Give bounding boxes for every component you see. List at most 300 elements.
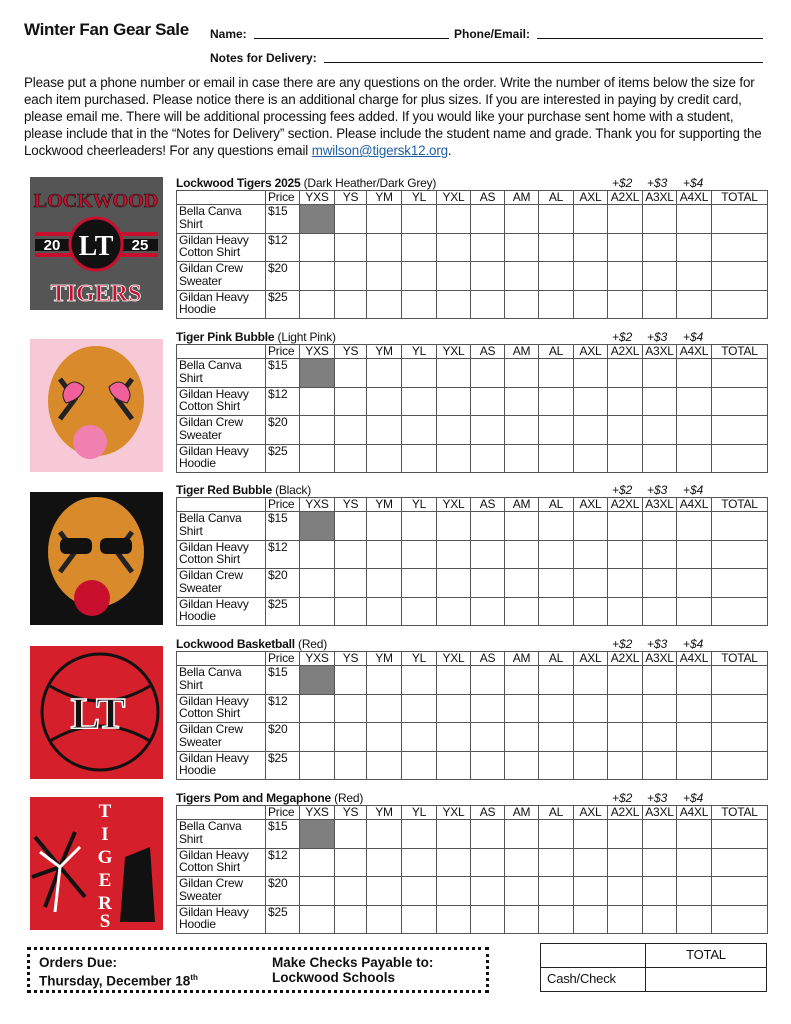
quantity-cell[interactable] bbox=[539, 540, 574, 569]
quantity-cell[interactable] bbox=[712, 512, 768, 541]
quantity-cell[interactable] bbox=[712, 262, 768, 291]
quantity-cell[interactable] bbox=[574, 444, 608, 473]
quantity-cell[interactable] bbox=[608, 359, 643, 388]
quantity-cell[interactable] bbox=[608, 262, 643, 291]
notes-field[interactable] bbox=[324, 51, 763, 63]
quantity-cell[interactable] bbox=[574, 723, 608, 752]
column-header: AXL bbox=[574, 806, 608, 820]
quantity-cell[interactable] bbox=[574, 262, 608, 291]
quantity-cell[interactable] bbox=[643, 205, 677, 234]
quantity-cell[interactable] bbox=[677, 905, 712, 934]
quantity-cell[interactable] bbox=[437, 387, 471, 416]
quantity-cell[interactable] bbox=[367, 540, 402, 569]
quantity-cell[interactable] bbox=[574, 387, 608, 416]
quantity-cell[interactable] bbox=[437, 877, 471, 906]
quantity-cell[interactable] bbox=[505, 262, 539, 291]
quantity-cell[interactable] bbox=[505, 694, 539, 723]
quantity-cell[interactable] bbox=[643, 723, 677, 752]
quantity-cell[interactable] bbox=[712, 233, 768, 262]
quantity-cell[interactable] bbox=[505, 233, 539, 262]
quantity-cell[interactable] bbox=[643, 387, 677, 416]
quantity-cell[interactable] bbox=[437, 290, 471, 319]
quantity-cell[interactable] bbox=[437, 666, 471, 695]
quantity-cell[interactable] bbox=[574, 820, 608, 849]
quantity-cell[interactable] bbox=[335, 666, 367, 695]
column-header: AM bbox=[505, 652, 539, 666]
quantity-cell[interactable] bbox=[505, 540, 539, 569]
quantity-cell[interactable] bbox=[505, 848, 539, 877]
quantity-cell[interactable] bbox=[471, 512, 505, 541]
quantity-cell[interactable] bbox=[300, 444, 335, 473]
quantity-cell[interactable] bbox=[608, 416, 643, 445]
quantity-cell[interactable] bbox=[712, 290, 768, 319]
quantity-cell[interactable] bbox=[574, 512, 608, 541]
quantity-cell[interactable] bbox=[677, 540, 712, 569]
column-header: TOTAL bbox=[712, 191, 768, 205]
quantity-cell[interactable] bbox=[335, 723, 367, 752]
quantity-cell[interactable] bbox=[712, 751, 768, 780]
column-header: YS bbox=[335, 345, 367, 359]
quantity-cell[interactable] bbox=[574, 694, 608, 723]
quantity-cell[interactable] bbox=[712, 416, 768, 445]
quantity-cell[interactable] bbox=[367, 205, 402, 234]
quantity-cell[interactable] bbox=[608, 905, 643, 934]
quantity-cell[interactable] bbox=[539, 262, 574, 291]
quantity-cell[interactable] bbox=[471, 359, 505, 388]
quantity-cell[interactable] bbox=[300, 569, 335, 598]
grand-total-field[interactable] bbox=[646, 968, 767, 992]
quantity-cell[interactable] bbox=[712, 848, 768, 877]
quantity-cell[interactable] bbox=[539, 848, 574, 877]
quantity-cell[interactable] bbox=[539, 820, 574, 849]
table-row bbox=[177, 444, 768, 473]
quantity-cell[interactable] bbox=[574, 751, 608, 780]
quantity-cell[interactable] bbox=[539, 877, 574, 906]
quantity-cell[interactable] bbox=[437, 416, 471, 445]
quantity-cell[interactable] bbox=[437, 905, 471, 934]
quantity-cell[interactable] bbox=[300, 694, 335, 723]
quantity-cell[interactable] bbox=[367, 666, 402, 695]
table-row bbox=[177, 694, 768, 723]
quantity-cell[interactable] bbox=[402, 905, 437, 934]
quantity-cell[interactable] bbox=[437, 359, 471, 388]
quantity-cell[interactable] bbox=[608, 387, 643, 416]
quantity-cell[interactable] bbox=[471, 387, 505, 416]
quantity-cell[interactable] bbox=[643, 666, 677, 695]
quantity-cell[interactable] bbox=[505, 387, 539, 416]
quantity-cell[interactable] bbox=[300, 416, 335, 445]
quantity-cell[interactable] bbox=[539, 905, 574, 934]
quantity-cell[interactable] bbox=[574, 569, 608, 598]
quantity-cell[interactable] bbox=[608, 540, 643, 569]
quantity-cell[interactable] bbox=[643, 416, 677, 445]
column-header: YL bbox=[402, 498, 437, 512]
name-field[interactable] bbox=[254, 27, 449, 39]
quantity-cell[interactable] bbox=[335, 359, 367, 388]
quantity-cell[interactable] bbox=[402, 387, 437, 416]
quantity-cell[interactable] bbox=[335, 540, 367, 569]
quantity-cell[interactable] bbox=[505, 205, 539, 234]
quantity-cell[interactable] bbox=[712, 723, 768, 752]
quantity-cell[interactable] bbox=[608, 848, 643, 877]
quantity-cell[interactable] bbox=[300, 540, 335, 569]
quantity-cell[interactable] bbox=[437, 444, 471, 473]
item-price: $12 bbox=[266, 540, 300, 569]
quantity-cell[interactable] bbox=[505, 359, 539, 388]
quantity-cell[interactable] bbox=[402, 233, 437, 262]
quantity-cell[interactable] bbox=[608, 205, 643, 234]
surcharge-label: +$2 bbox=[612, 330, 633, 344]
quantity-cell[interactable] bbox=[677, 359, 712, 388]
quantity-cell[interactable] bbox=[505, 569, 539, 598]
quantity-cell[interactable] bbox=[574, 205, 608, 234]
quantity-cell[interactable] bbox=[367, 905, 402, 934]
quantity-cell[interactable] bbox=[471, 597, 505, 626]
column-header: AM bbox=[505, 191, 539, 205]
quantity-cell[interactable] bbox=[471, 262, 505, 291]
quantity-cell[interactable] bbox=[402, 723, 437, 752]
quantity-cell[interactable] bbox=[471, 877, 505, 906]
quantity-cell[interactable] bbox=[505, 597, 539, 626]
quantity-cell[interactable] bbox=[677, 416, 712, 445]
quantity-cell[interactable] bbox=[402, 444, 437, 473]
column-header: AL bbox=[539, 191, 574, 205]
quantity-cell[interactable] bbox=[643, 877, 677, 906]
quantity-cell[interactable] bbox=[677, 877, 712, 906]
quantity-cell[interactable] bbox=[437, 233, 471, 262]
quantity-cell[interactable] bbox=[471, 233, 505, 262]
quantity-cell[interactable] bbox=[437, 820, 471, 849]
quantity-cell[interactable] bbox=[471, 416, 505, 445]
quantity-cell[interactable] bbox=[574, 666, 608, 695]
item-name: Bella Canva Shirt bbox=[177, 359, 266, 388]
quantity-cell[interactable] bbox=[643, 540, 677, 569]
quantity-cell[interactable] bbox=[437, 694, 471, 723]
quantity-cell[interactable] bbox=[574, 359, 608, 388]
quantity-cell[interactable] bbox=[437, 751, 471, 780]
surcharge-label: +$2 bbox=[612, 791, 633, 805]
quantity-cell[interactable] bbox=[505, 905, 539, 934]
unavailable-cell bbox=[300, 666, 335, 695]
quantity-cell[interactable] bbox=[539, 387, 574, 416]
quantity-cell[interactable] bbox=[643, 905, 677, 934]
quantity-cell[interactable] bbox=[367, 569, 402, 598]
item-price: $15 bbox=[266, 512, 300, 541]
quantity-cell[interactable] bbox=[505, 666, 539, 695]
quantity-cell[interactable] bbox=[712, 877, 768, 906]
quantity-cell[interactable] bbox=[367, 290, 402, 319]
column-header: AL bbox=[539, 652, 574, 666]
quantity-cell[interactable] bbox=[712, 905, 768, 934]
quantity-cell[interactable] bbox=[677, 569, 712, 598]
svg-text:I: I bbox=[101, 824, 109, 845]
quantity-cell[interactable] bbox=[471, 694, 505, 723]
column-header: YL bbox=[402, 652, 437, 666]
item-name: Gildan Crew Sweater bbox=[177, 416, 266, 445]
quantity-cell[interactable] bbox=[367, 262, 402, 291]
quantity-cell[interactable] bbox=[471, 723, 505, 752]
quantity-cell[interactable] bbox=[335, 444, 367, 473]
quantity-cell[interactable] bbox=[335, 205, 367, 234]
quantity-cell[interactable] bbox=[471, 205, 505, 234]
quantity-cell[interactable] bbox=[471, 569, 505, 598]
quantity-cell[interactable] bbox=[608, 512, 643, 541]
quantity-cell[interactable] bbox=[367, 820, 402, 849]
quantity-cell[interactable] bbox=[712, 205, 768, 234]
item-price: $20 bbox=[266, 877, 300, 906]
quantity-cell[interactable] bbox=[402, 597, 437, 626]
quantity-cell[interactable] bbox=[574, 848, 608, 877]
quantity-cell[interactable] bbox=[643, 820, 677, 849]
quantity-cell[interactable] bbox=[300, 290, 335, 319]
quantity-cell[interactable] bbox=[677, 387, 712, 416]
column-header: AL bbox=[539, 498, 574, 512]
quantity-cell[interactable] bbox=[335, 416, 367, 445]
quantity-cell[interactable] bbox=[677, 694, 712, 723]
quantity-cell[interactable] bbox=[712, 540, 768, 569]
quantity-cell[interactable] bbox=[300, 877, 335, 906]
quantity-cell[interactable] bbox=[300, 262, 335, 291]
quantity-cell[interactable] bbox=[677, 751, 712, 780]
quantity-cell[interactable] bbox=[574, 540, 608, 569]
table-row bbox=[177, 723, 768, 752]
quantity-cell[interactable] bbox=[335, 233, 367, 262]
quantity-cell[interactable] bbox=[574, 905, 608, 934]
quantity-cell[interactable] bbox=[402, 820, 437, 849]
quantity-cell[interactable] bbox=[367, 416, 402, 445]
quantity-cell[interactable] bbox=[712, 597, 768, 626]
quantity-cell[interactable] bbox=[335, 905, 367, 934]
quantity-cell[interactable] bbox=[471, 666, 505, 695]
surcharge-label: +$4 bbox=[683, 791, 704, 805]
quantity-cell[interactable] bbox=[677, 820, 712, 849]
quantity-cell[interactable] bbox=[677, 723, 712, 752]
quantity-cell[interactable] bbox=[643, 569, 677, 598]
quantity-cell[interactable] bbox=[539, 233, 574, 262]
quantity-cell[interactable] bbox=[643, 694, 677, 723]
quantity-cell[interactable] bbox=[608, 444, 643, 473]
column-header: Price bbox=[266, 806, 300, 820]
quantity-cell[interactable] bbox=[402, 569, 437, 598]
quantity-cell[interactable] bbox=[505, 416, 539, 445]
quantity-cell[interactable] bbox=[643, 597, 677, 626]
quantity-cell[interactable] bbox=[402, 416, 437, 445]
quantity-cell[interactable] bbox=[402, 512, 437, 541]
quantity-cell[interactable] bbox=[437, 723, 471, 752]
orders-due-label: Orders Due: bbox=[39, 955, 118, 970]
item-name: Gildan Crew Sweater bbox=[177, 262, 266, 291]
quantity-cell[interactable] bbox=[712, 820, 768, 849]
quantity-cell[interactable] bbox=[300, 387, 335, 416]
quantity-cell[interactable] bbox=[574, 877, 608, 906]
quantity-cell[interactable] bbox=[300, 723, 335, 752]
quantity-cell[interactable] bbox=[539, 666, 574, 695]
lockwood-basketball-image bbox=[30, 646, 163, 779]
quantity-cell[interactable] bbox=[367, 751, 402, 780]
quantity-cell[interactable] bbox=[471, 905, 505, 934]
quantity-cell[interactable] bbox=[471, 820, 505, 849]
quantity-cell[interactable] bbox=[643, 359, 677, 388]
quantity-cell[interactable] bbox=[539, 694, 574, 723]
quantity-cell[interactable] bbox=[574, 233, 608, 262]
quantity-cell[interactable] bbox=[505, 444, 539, 473]
surcharge-label: +$4 bbox=[683, 176, 704, 190]
quantity-cell[interactable] bbox=[335, 387, 367, 416]
quantity-cell[interactable] bbox=[539, 205, 574, 234]
quantity-cell[interactable] bbox=[539, 512, 574, 541]
quantity-cell[interactable] bbox=[335, 569, 367, 598]
quantity-cell[interactable] bbox=[643, 233, 677, 262]
quantity-cell[interactable] bbox=[539, 597, 574, 626]
column-header: A4XL bbox=[677, 345, 712, 359]
quantity-cell[interactable] bbox=[367, 723, 402, 752]
quantity-cell[interactable] bbox=[677, 666, 712, 695]
quantity-cell[interactable] bbox=[539, 723, 574, 752]
quantity-cell[interactable] bbox=[677, 444, 712, 473]
quantity-cell[interactable] bbox=[335, 877, 367, 906]
quantity-cell[interactable] bbox=[608, 569, 643, 598]
item-name: Gildan Heavy Cotton Shirt bbox=[177, 540, 266, 569]
quantity-cell[interactable] bbox=[677, 512, 712, 541]
quantity-cell[interactable] bbox=[677, 233, 712, 262]
quantity-cell[interactable] bbox=[677, 290, 712, 319]
quantity-cell[interactable] bbox=[437, 205, 471, 234]
column-header: Price bbox=[266, 191, 300, 205]
quantity-cell[interactable] bbox=[437, 262, 471, 291]
quantity-cell[interactable] bbox=[677, 205, 712, 234]
quantity-cell[interactable] bbox=[677, 848, 712, 877]
quantity-cell[interactable] bbox=[539, 444, 574, 473]
quantity-cell[interactable] bbox=[367, 359, 402, 388]
quantity-cell[interactable] bbox=[574, 597, 608, 626]
quantity-cell[interactable] bbox=[505, 290, 539, 319]
unavailable-cell bbox=[300, 820, 335, 849]
quantity-cell[interactable] bbox=[712, 387, 768, 416]
quantity-cell[interactable] bbox=[539, 359, 574, 388]
quantity-cell[interactable] bbox=[505, 723, 539, 752]
quantity-cell[interactable] bbox=[300, 905, 335, 934]
column-header: A3XL bbox=[643, 652, 677, 666]
lockwood-tigers-2025-image bbox=[30, 177, 163, 310]
quantity-cell[interactable] bbox=[574, 416, 608, 445]
quantity-cell[interactable] bbox=[539, 751, 574, 780]
quantity-cell[interactable] bbox=[335, 694, 367, 723]
quantity-cell[interactable] bbox=[643, 512, 677, 541]
quantity-cell[interactable] bbox=[367, 694, 402, 723]
quantity-cell[interactable] bbox=[608, 290, 643, 319]
quantity-cell[interactable] bbox=[402, 848, 437, 877]
quantity-cell[interactable] bbox=[367, 444, 402, 473]
quantity-cell[interactable] bbox=[712, 359, 768, 388]
quantity-cell[interactable] bbox=[402, 666, 437, 695]
quantity-cell[interactable] bbox=[505, 820, 539, 849]
table-row bbox=[177, 359, 768, 388]
quantity-cell[interactable] bbox=[402, 877, 437, 906]
quantity-cell[interactable] bbox=[712, 694, 768, 723]
quantity-cell[interactable] bbox=[367, 597, 402, 626]
quantity-cell[interactable] bbox=[608, 666, 643, 695]
quantity-cell[interactable] bbox=[643, 848, 677, 877]
quantity-cell[interactable] bbox=[574, 290, 608, 319]
quantity-cell[interactable] bbox=[300, 233, 335, 262]
quantity-cell[interactable] bbox=[608, 723, 643, 752]
quantity-cell[interactable] bbox=[300, 848, 335, 877]
quantity-cell[interactable] bbox=[471, 848, 505, 877]
quantity-cell[interactable] bbox=[367, 877, 402, 906]
quantity-cell[interactable] bbox=[402, 694, 437, 723]
quantity-cell[interactable] bbox=[402, 205, 437, 234]
quantity-cell[interactable] bbox=[505, 751, 539, 780]
quantity-cell[interactable] bbox=[608, 877, 643, 906]
quantity-cell[interactable] bbox=[335, 820, 367, 849]
quantity-cell[interactable] bbox=[471, 751, 505, 780]
quantity-cell[interactable] bbox=[402, 262, 437, 291]
quantity-cell[interactable] bbox=[643, 290, 677, 319]
quantity-cell[interactable] bbox=[367, 512, 402, 541]
quantity-cell[interactable] bbox=[643, 751, 677, 780]
quantity-cell[interactable] bbox=[300, 751, 335, 780]
quantity-cell[interactable] bbox=[335, 597, 367, 626]
quantity-cell[interactable] bbox=[643, 262, 677, 291]
quantity-cell[interactable] bbox=[677, 597, 712, 626]
quantity-cell[interactable] bbox=[335, 512, 367, 541]
quantity-cell[interactable] bbox=[367, 387, 402, 416]
quantity-cell[interactable] bbox=[402, 290, 437, 319]
quantity-cell[interactable] bbox=[437, 540, 471, 569]
quantity-cell[interactable] bbox=[471, 290, 505, 319]
quantity-cell[interactable] bbox=[471, 444, 505, 473]
quantity-cell[interactable] bbox=[402, 540, 437, 569]
quantity-cell[interactable] bbox=[437, 569, 471, 598]
quantity-cell[interactable] bbox=[367, 233, 402, 262]
item-name: Gildan Heavy Cotton Shirt bbox=[177, 387, 266, 416]
quantity-cell[interactable] bbox=[437, 848, 471, 877]
quantity-cell[interactable] bbox=[608, 233, 643, 262]
quantity-cell[interactable] bbox=[677, 262, 712, 291]
quantity-cell[interactable] bbox=[437, 597, 471, 626]
quantity-cell[interactable] bbox=[402, 751, 437, 780]
column-header: AS bbox=[471, 806, 505, 820]
column-header: AS bbox=[471, 191, 505, 205]
quantity-cell[interactable] bbox=[335, 290, 367, 319]
quantity-cell[interactable] bbox=[335, 751, 367, 780]
quantity-cell[interactable] bbox=[505, 512, 539, 541]
quantity-cell[interactable] bbox=[335, 262, 367, 291]
quantity-cell[interactable] bbox=[335, 848, 367, 877]
quantity-cell[interactable] bbox=[712, 569, 768, 598]
quantity-cell[interactable] bbox=[608, 694, 643, 723]
quantity-cell[interactable] bbox=[608, 751, 643, 780]
quantity-cell[interactable] bbox=[712, 444, 768, 473]
quantity-cell[interactable] bbox=[608, 820, 643, 849]
quantity-cell[interactable] bbox=[300, 597, 335, 626]
quantity-cell[interactable] bbox=[539, 416, 574, 445]
quantity-cell[interactable] bbox=[505, 877, 539, 906]
quantity-cell[interactable] bbox=[471, 540, 505, 569]
quantity-cell[interactable] bbox=[402, 359, 437, 388]
phone-email-field[interactable] bbox=[537, 27, 763, 39]
item-price: $20 bbox=[266, 723, 300, 752]
quantity-cell[interactable] bbox=[367, 848, 402, 877]
quantity-cell[interactable] bbox=[712, 666, 768, 695]
quantity-cell[interactable] bbox=[437, 512, 471, 541]
quantity-cell[interactable] bbox=[643, 444, 677, 473]
quantity-cell[interactable] bbox=[608, 597, 643, 626]
email-link[interactable]: mwilson@tigersk12.org bbox=[311, 143, 448, 158]
quantity-cell[interactable] bbox=[539, 569, 574, 598]
quantity-cell[interactable] bbox=[539, 290, 574, 319]
column-header: A4XL bbox=[677, 498, 712, 512]
